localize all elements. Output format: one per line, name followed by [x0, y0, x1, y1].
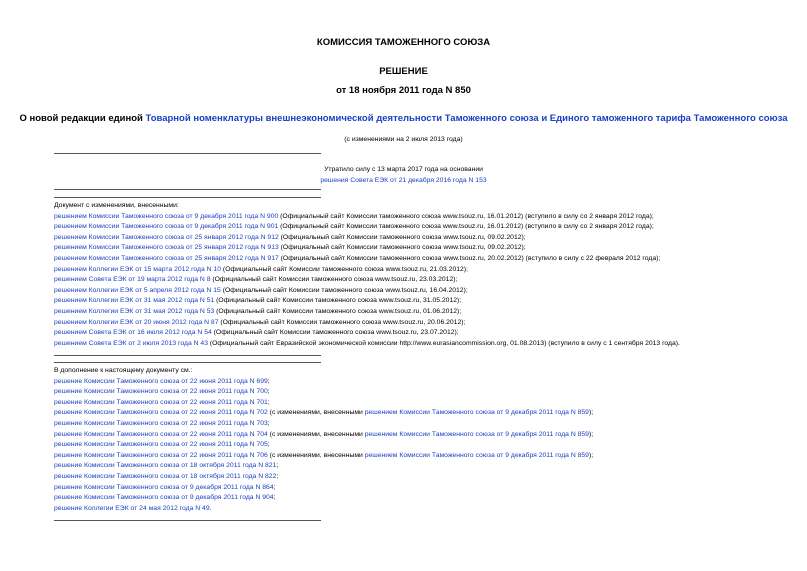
- document-link[interactable]: решение Комиссии Таможенного союза от 9 декабря 2011 года N 864: [54, 483, 274, 491]
- expired-text: Утратило силу с 13 марта 2017 года на основании: [324, 166, 483, 173]
- item-note: ;: [267, 377, 270, 385]
- amendment-link[interactable]: решением Комиссии Таможенного союза от 9 декабря 2011 года N 859: [364, 451, 589, 459]
- document-link[interactable]: решение Комиссии Таможенного союза от 22 июня 2011 года N 702: [54, 409, 268, 417]
- edition-note: (с изменениями на 2 июля 2013 года): [344, 136, 463, 143]
- list-item: [54, 318, 680, 329]
- list-item: [54, 212, 680, 223]
- item-note-end: );: [588, 451, 594, 459]
- item-note: ;: [276, 472, 279, 480]
- document-link[interactable]: решение Комиссии Таможенного союза от 22 июня 2011 года N 700: [54, 388, 268, 396]
- document-link[interactable]: решением Совета ЕЭК от 19 марта 2012 года N 8: [54, 276, 211, 284]
- list-item: [54, 254, 680, 265]
- item-note: (с изменениями, внесенными: [267, 430, 365, 438]
- divider: [54, 153, 321, 154]
- item-note: (Официальный сайт Комиссии таможенного союза www.tsouz.ru, 16.01.2012) (вступило в силу со 2 января 2012 года);: [278, 212, 654, 220]
- document-link[interactable]: решение Комиссии Таможенного союза от 22 июня 2011 года N 701: [54, 398, 268, 406]
- document-title: [0, 113, 807, 124]
- list-item: [54, 243, 680, 254]
- item-note: ;: [267, 419, 270, 427]
- amendment-link[interactable]: решением Комиссии Таможенного союза от 9 декабря 2011 года N 859: [364, 430, 589, 438]
- list-item: [54, 275, 680, 286]
- item-note: (Официальный сайт Комиссии таможенного союза www.tsouz.ru, 20.06.2012);: [218, 318, 466, 326]
- title-link[interactable]: Товарной номенклатуры внешнеэкономической деятельности Таможенного союза и Единого таможенного тарифа Таможенного союза: [145, 113, 788, 124]
- document-link[interactable]: решение Комиссии Таможенного союза от 22 июня 2011 года N 705: [54, 441, 268, 449]
- list-item: [54, 504, 593, 515]
- additions-list: [54, 377, 593, 515]
- list-item: [54, 419, 593, 430]
- item-note: (Официальный сайт Комиссии таможенного союза www.tsouz.ru, 31.05.2012);: [214, 297, 462, 305]
- document-link[interactable]: решением Комиссии Таможенного союза от 9 декабря 2011 года N 901: [54, 223, 279, 231]
- document-link[interactable]: решение Комиссии Таможенного союза от 22 июня 2011 года N 704: [54, 430, 268, 438]
- document-link[interactable]: решением Коллегии ЕЭК от 15 марта 2012 года N 10: [54, 265, 222, 273]
- organization-name: КОМИССИЯ ТАМОЖЕННОГО СОЮЗА: [316, 37, 491, 48]
- item-note: ;: [276, 462, 279, 470]
- item-note: (Официальный сайт Комиссии таможенного союза www.tsouz.ru, 20.02.2012) (вступило в силу с 22 февраля 2012 года);: [278, 254, 661, 262]
- item-note: ;: [273, 483, 276, 491]
- divider: [54, 189, 321, 190]
- list-item: [54, 451, 593, 462]
- document-link[interactable]: решением Коллегии ЕЭК от 31 мая 2012 года N 51: [54, 297, 215, 305]
- list-item: [54, 339, 680, 350]
- list-item: [54, 472, 593, 483]
- item-note-end: );: [588, 409, 594, 417]
- expired-notice: [318, 164, 489, 186]
- list-item: [54, 328, 680, 339]
- item-note: (Официальный сайт Комиссии таможенного союза www.tsouz.ru, 21.03.2012);: [221, 265, 468, 273]
- changes-heading: Документ с изменениями, внесенными:: [54, 202, 179, 209]
- divider: [54, 355, 321, 356]
- list-item: [54, 430, 593, 441]
- item-note: (Официальный сайт Комиссии таможенного союза www.tsouz.ru, 23.03.2012);: [210, 276, 458, 284]
- list-item: [54, 296, 680, 307]
- list-item: [54, 233, 680, 244]
- document-link[interactable]: решение Комиссии Таможенного союза от 22 июня 2011 года N 706: [54, 451, 268, 459]
- document-date-number: от 18 ноября 2011 года N 850: [336, 85, 471, 96]
- document-link[interactable]: решение Комиссии Таможенного союза от 18 октября 2011 года N 821: [54, 462, 277, 470]
- document-link[interactable]: решением Комиссии Таможенного союза от 25 января 2012 года N 912: [54, 233, 279, 241]
- item-note: (Официальный сайт Евразийской экономической комиссии http://www.eurasiancommission.org, 01.08.2013) (вступило в силу с 1 сентября 2013 года).: [207, 339, 680, 347]
- document-link[interactable]: решением Коллегии ЕЭК от 5 апреля 2012 года N 15: [54, 286, 221, 294]
- item-note: (с изменениями, внесенными: [267, 409, 365, 417]
- document-link[interactable]: решение Коллегии ЕЭК от 24 мая 2012 года N 49: [54, 504, 210, 512]
- document-link[interactable]: решением Совета ЕЭК от 16 июля 2012 года N 54: [54, 329, 212, 337]
- document-link[interactable]: решением Комиссии Таможенного союза от 25 января 2012 года N 913: [54, 244, 279, 252]
- item-note: ;: [267, 388, 270, 396]
- item-note: (Официальный сайт Комиссии таможенного союза www.tsouz.ru, 16.01.2012) (вступило в силу со 2 января 2012 года);: [278, 223, 654, 231]
- document-link[interactable]: решением Коллегии ЕЭК от 31 мая 2012 года N 53: [54, 307, 215, 315]
- item-note: ;: [267, 398, 270, 406]
- item-note: (Официальный сайт Комиссии таможенного союза www.tsouz.ru, 09.02.2012);: [278, 244, 526, 252]
- list-item: [54, 307, 680, 318]
- list-item: [54, 222, 680, 233]
- item-note: (Официальный сайт Комиссии таможенного союза www.tsouz.ru, 01.06.2012);: [214, 307, 462, 315]
- list-item: [54, 461, 593, 472]
- item-note: .: [209, 504, 212, 512]
- item-note: ;: [267, 441, 270, 449]
- document-link[interactable]: решение Комиссии Таможенного союза от 22 июня 2011 года N 703: [54, 419, 268, 427]
- document-link[interactable]: решение Комиссии Таможенного союза от 9 декабря 2011 года N 904: [54, 494, 274, 502]
- list-item: [54, 398, 593, 409]
- divider: [54, 520, 321, 521]
- document-link[interactable]: решением Комиссии Таможенного союза от 9 декабря 2011 года N 900: [54, 212, 279, 220]
- item-note: ;: [273, 494, 276, 502]
- additions-heading: В дополнение к настоящему документу см.:: [54, 367, 193, 374]
- document-link[interactable]: решение Комиссии Таможенного союза от 18 октября 2011 года N 822: [54, 472, 277, 480]
- item-note: (с изменениями, внесенными: [267, 451, 365, 459]
- title-plain: О новой редакции единой: [19, 113, 146, 124]
- list-item: [54, 440, 593, 451]
- changes-list: [54, 212, 680, 350]
- list-item: [54, 493, 593, 504]
- divider: [54, 362, 321, 363]
- list-item: [54, 286, 680, 297]
- list-item: [54, 408, 593, 419]
- amendment-link[interactable]: решением Комиссии Таможенного союза от 9 декабря 2011 года N 859: [364, 409, 589, 417]
- item-note: (Официальный сайт Комиссии таможенного союза www.tsouz.ru, 16.04.2012);: [220, 286, 468, 294]
- changes-block: [54, 201, 680, 349]
- list-item: [54, 265, 680, 276]
- item-note: (Официальный сайт Комиссии таможенного союза www.tsouz.ru, 09.02.2012);: [278, 233, 526, 241]
- document-type: РЕШЕНИЕ: [379, 66, 428, 77]
- list-item: [54, 483, 593, 494]
- document-link[interactable]: решением Совета ЕЭК от 2 июля 2013 года N 43: [54, 339, 208, 347]
- item-note: (Официальный сайт Комиссии таможенного союза www.tsouz.ru, 23.07.2012);: [211, 329, 459, 337]
- additions-block: [54, 366, 593, 514]
- document-link[interactable]: решение Комиссии Таможенного союза от 22 июня 2011 года N 699: [54, 377, 268, 385]
- list-item: [54, 387, 593, 398]
- list-item: [54, 377, 593, 388]
- document-link[interactable]: решением Комиссии Таможенного союза от 25 января 2012 года N 917: [54, 254, 279, 262]
- document-link[interactable]: решением Коллегии ЕЭК от 20 июня 2012 года N 87: [54, 318, 219, 326]
- item-note-end: );: [588, 430, 594, 438]
- divider: [54, 197, 321, 198]
- expired-link[interactable]: решения Совета ЕЭК от 21 декабря 2016 года N 153: [320, 177, 487, 184]
